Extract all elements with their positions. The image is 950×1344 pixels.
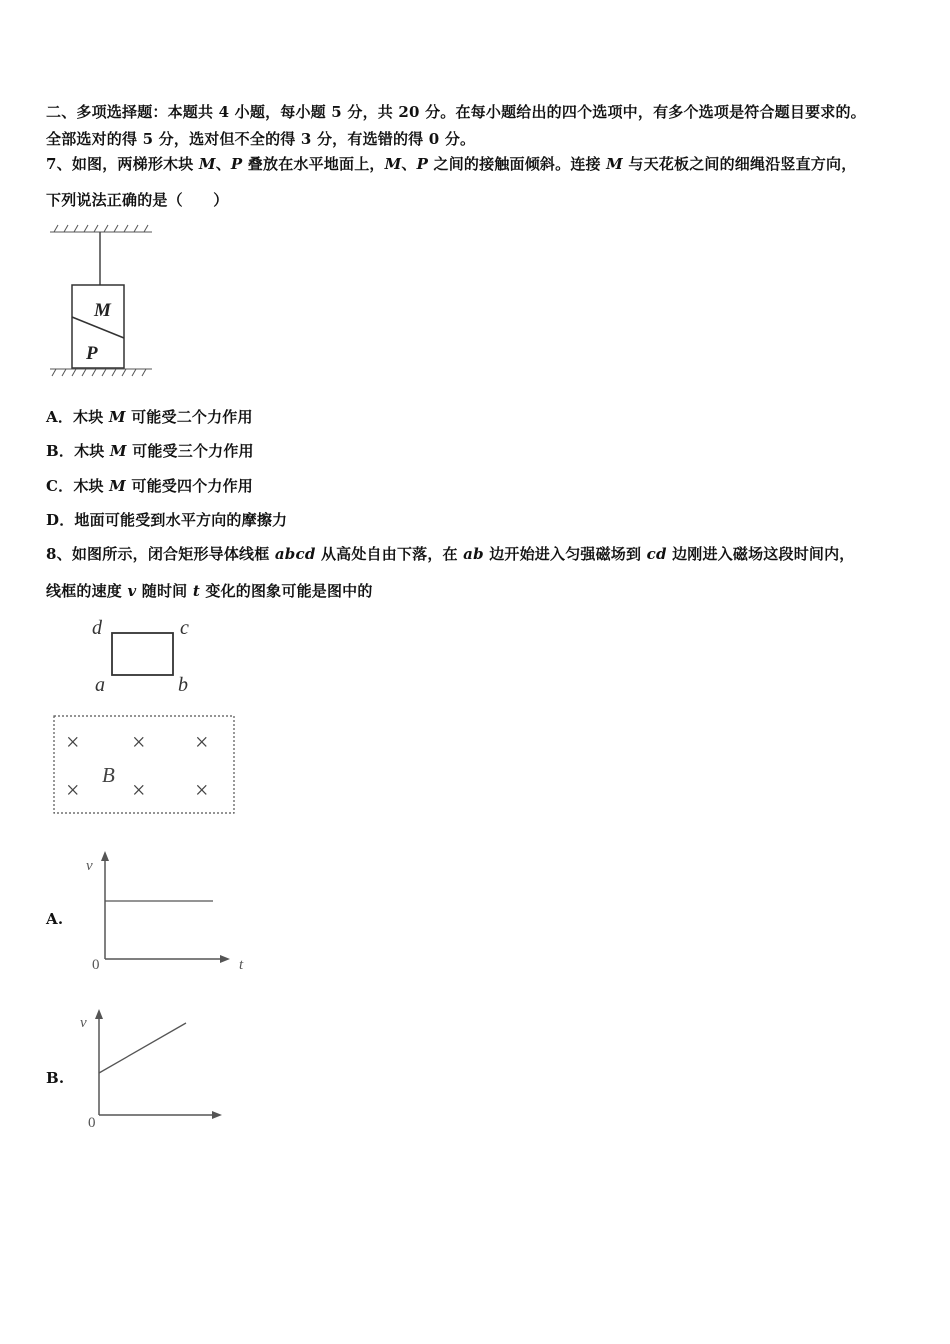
corner-c: c	[180, 617, 189, 639]
graph-a-option-label: A.	[46, 910, 64, 928]
corner-a: a	[95, 674, 105, 696]
q7-stem-line1: 7、如图，两梯形木块 M、P 叠放在水平地面上，M、P 之间的接触面倾斜。连接 M 与天花板之间的细绳沿竖直方向，	[46, 155, 857, 173]
ceiling-hatch	[50, 225, 152, 232]
graph-a-xlabel: t	[239, 957, 244, 973]
graph-b	[74, 1003, 254, 1133]
field-cross: ×	[132, 730, 146, 756]
conductor-frame	[112, 633, 173, 675]
ground-hatch	[50, 369, 152, 376]
graph-b-y-arrow	[95, 1009, 103, 1019]
corner-b: b	[178, 674, 188, 696]
graph-b-x-arrow	[212, 1111, 222, 1119]
field-cross: ×	[195, 730, 209, 756]
graph-b-option-label: B.	[46, 1069, 65, 1087]
label-P: P	[86, 343, 98, 364]
section-heading-line1: 二、多项选择题：本题共 4 小题，每小题 5 分，共 20 分。在每小题给出的四个选项中，有多个选项是符合题目要求的。	[46, 103, 866, 121]
graph-a	[80, 845, 260, 975]
q7-figure	[46, 222, 161, 384]
field-cross: ×	[66, 730, 80, 756]
graph-b-velocity-line	[99, 1023, 186, 1073]
q8-stem-line2: 线框的速度 v 随时间 t 变化的图象可能是图中的	[46, 582, 373, 600]
corner-d: d	[92, 617, 102, 639]
section-heading-line2: 全部选对的得 5 分，选对但不全的得 3 分，有选错的得 0 分。	[46, 130, 476, 148]
q7-stem-line2: 下列说法正确的是（ ）	[46, 191, 229, 209]
q7-option-b: B．木块 M 可能受三个力作用	[46, 442, 254, 460]
graph-a-y-arrow	[101, 851, 109, 861]
q7-option-c: C．木块 M 可能受四个力作用	[46, 477, 254, 495]
field-label-B: B	[102, 763, 115, 787]
graph-a-origin: 0	[92, 957, 100, 973]
field-cross: ×	[66, 778, 80, 804]
graph-a-x-arrow	[220, 955, 230, 963]
q7-option-a: A．木块 M 可能受二个力作用	[46, 408, 253, 426]
label-M: M	[94, 300, 111, 321]
q8-figure	[46, 612, 246, 822]
graph-b-origin: 0	[88, 1115, 96, 1131]
graph-a-ylabel: v	[86, 858, 93, 874]
field-cross: ×	[195, 778, 209, 804]
graph-b-ylabel: v	[80, 1015, 87, 1031]
q7-option-d: D．地面可能受到水平方向的摩擦力	[46, 511, 288, 529]
q8-stem-line1: 8、如图所示，闭合矩形导体线框 abcd 从高处自由下落，在 ab 边开始进入匀强磁场到 cd 边刚进入磁场这段时间内，	[46, 545, 855, 563]
field-cross: ×	[132, 778, 146, 804]
blocks-outline	[72, 285, 124, 368]
